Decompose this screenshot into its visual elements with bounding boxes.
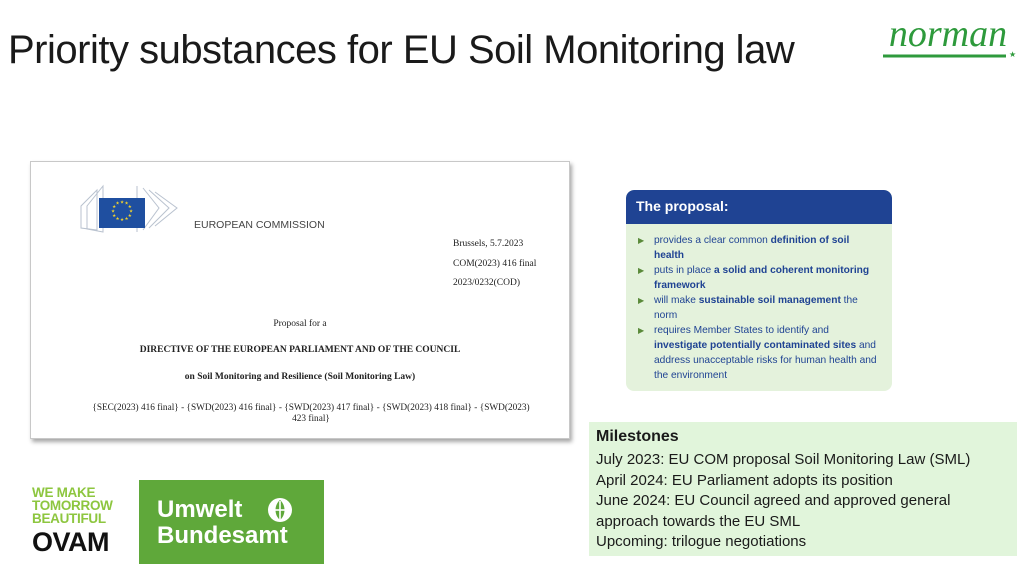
umweltbundesamt-logo bbox=[139, 480, 324, 564]
svg-text:★: ★ bbox=[1009, 50, 1017, 59]
procedure-reference: 2023/0232(COD) bbox=[453, 278, 521, 288]
milestone-item: April 2024: EU Parliament adopts its position bbox=[596, 471, 893, 489]
milestones-list bbox=[596, 450, 1017, 553]
com-reference: COM(2023) 416 final bbox=[453, 258, 537, 269]
svg-text:★: ★ bbox=[128, 209, 134, 215]
triangle-bullet-icon: ▶ bbox=[638, 236, 645, 245]
svg-text:★: ★ bbox=[115, 217, 120, 222]
svg-text:★: ★ bbox=[127, 204, 132, 210]
ovam-logo bbox=[32, 486, 132, 558]
place-date: Brussels, 5.7.2023 bbox=[453, 239, 524, 249]
issuer-name: EUROPEAN COMMISSION bbox=[194, 219, 325, 231]
ovam-name: OVAM bbox=[32, 527, 109, 557]
milestones-heading: Milestones bbox=[596, 428, 679, 445]
proposal-box bbox=[626, 190, 892, 391]
norman-logo-text: norman bbox=[888, 13, 1008, 55]
milestone-item: June 2024: EU Council agreed and approved general approach towards the EU SML bbox=[596, 492, 951, 530]
proposal-heading: The proposal: bbox=[626, 190, 892, 224]
uba-line2: Bundesamt bbox=[157, 522, 288, 549]
norman-logo bbox=[878, 8, 1018, 62]
related-references bbox=[61, 403, 561, 425]
proposal-list bbox=[626, 224, 892, 383]
uba-emblem-icon bbox=[267, 497, 293, 523]
svg-text:★: ★ bbox=[124, 201, 129, 207]
svg-text:★: ★ bbox=[110, 209, 116, 215]
document-metadata bbox=[453, 235, 536, 294]
svg-text:★: ★ bbox=[127, 213, 132, 219]
ovam-tagline: WE MAKE TOMORROW BEAUTIFUL bbox=[32, 485, 113, 526]
directive-subject: on Soil Monitoring and Resilience (Soil Monitoring Law) bbox=[184, 372, 416, 382]
svg-text:★: ★ bbox=[115, 201, 120, 207]
related-references-line: 423 final} bbox=[292, 414, 330, 424]
proposal-item: ▶ will make sustainable soil management the norm bbox=[638, 295, 858, 321]
milestones-box bbox=[589, 422, 1017, 556]
svg-text:★: ★ bbox=[119, 218, 125, 224]
proposal-for-text: Proposal for a bbox=[273, 319, 327, 329]
european-commission-logo bbox=[79, 178, 189, 234]
milestone-item: Upcoming: trilogue negotiations bbox=[596, 533, 807, 551]
svg-text:★: ★ bbox=[112, 204, 117, 210]
triangle-bullet-icon: ▶ bbox=[638, 266, 645, 275]
directive-title: DIRECTIVE OF THE EUROPEAN PARLIAMENT AND OF THE COUNCIL bbox=[139, 345, 461, 355]
svg-text:★: ★ bbox=[119, 200, 125, 206]
proposal-item: ▶ requires Member States to identify and investigate potentially contaminated sites and address unacceptable risks for human health and the environment bbox=[638, 325, 877, 381]
uba-line1: Umwelt bbox=[157, 496, 243, 523]
svg-text:★: ★ bbox=[112, 213, 117, 219]
proposal-item: ▶ provides a clear common definition of soil health bbox=[638, 235, 850, 261]
triangle-bullet-icon: ▶ bbox=[638, 326, 645, 335]
slide-title: Priority substances for EU Soil Monitoring law bbox=[8, 28, 795, 72]
related-references-line: {SEC(2023) 416 final} - {SWD(2023) 416 final} - {SWD(2023) 417 final} - {SWD(2023) 418 final} - {SWD(2023) bbox=[92, 403, 530, 413]
proposal-item: ▶ puts in place a solid and coherent monitoring framework bbox=[638, 265, 870, 291]
triangle-bullet-icon: ▶ bbox=[638, 296, 645, 305]
svg-text:★: ★ bbox=[124, 217, 129, 222]
milestone-item: July 2023: EU COM proposal Soil Monitoring Law (SML) bbox=[596, 451, 971, 468]
ec-proposal-document bbox=[30, 161, 570, 439]
